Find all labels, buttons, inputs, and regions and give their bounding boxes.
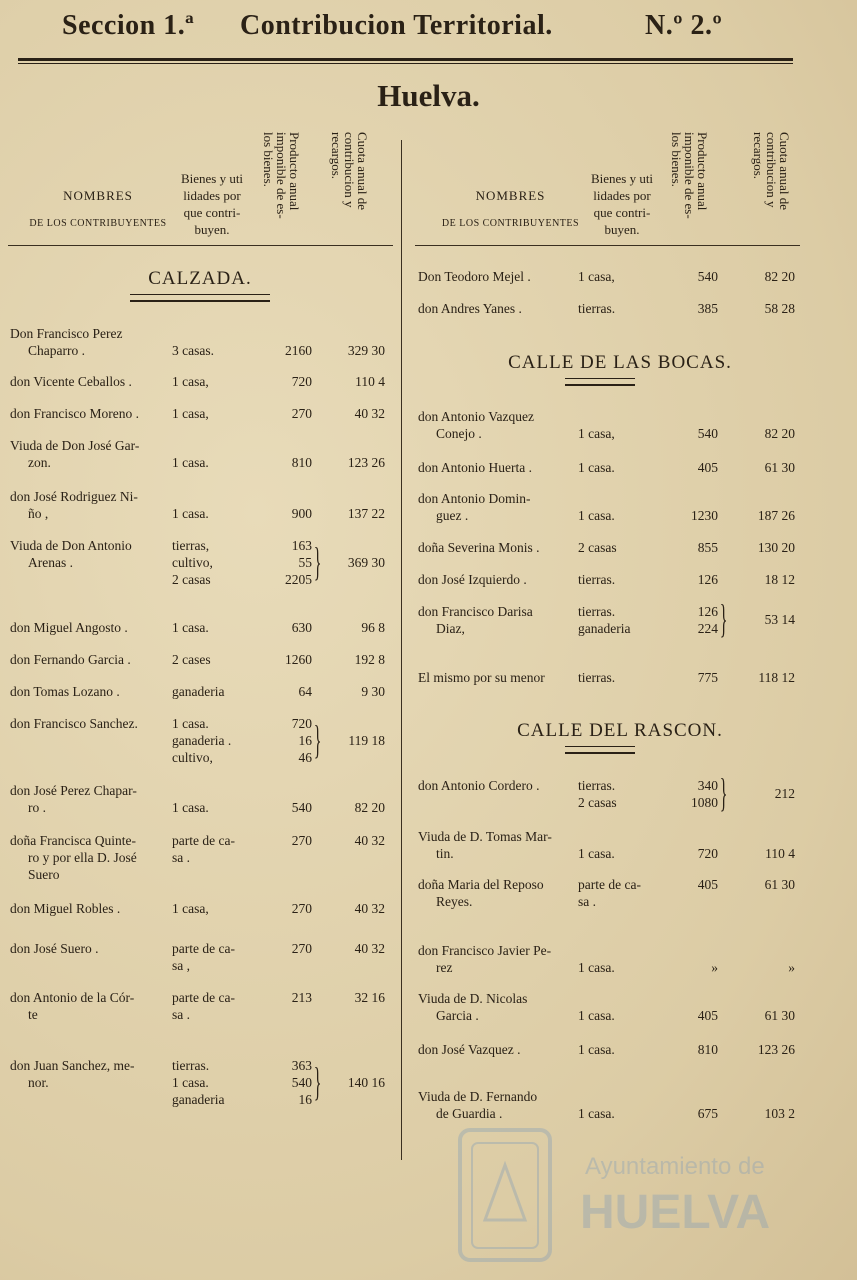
cuota-cell: 140 16 (347, 1075, 385, 1090)
bienes-cell: 2 casas (172, 572, 211, 587)
brace-icon: } (719, 596, 728, 641)
contributor-name: Viuda de D. Nicolas (418, 991, 528, 1006)
cuota-cell: 212 (774, 786, 795, 801)
producto-cell: 630 (291, 620, 312, 635)
cuota-cell: 18 12 (764, 572, 795, 587)
contributor-name: Viuda de D. Tomas Mar- (418, 829, 552, 844)
contributor-name: don Francisco Moreno . (10, 406, 139, 421)
bienes-header: Bienes y uti lidades por que contri- buyen. (590, 171, 654, 237)
producto-cell: 1230 (691, 508, 718, 523)
cuota-cell: 82 20 (764, 426, 795, 441)
street-bocas: CALLE DE LAS BOCAS. (508, 352, 732, 373)
bienes-cell: 1 casa, (578, 426, 615, 441)
bienes-cell: tierras, (172, 538, 210, 553)
producto-cell: 540 (697, 269, 718, 284)
street-rascon: CALLE DEL RASCON. (517, 720, 723, 741)
producto-cell: 720 (291, 374, 312, 389)
bienes-cell: 1 casa. (172, 716, 209, 731)
street-ornament (130, 294, 270, 302)
producto-cell: 775 (697, 670, 718, 685)
contributor-name: doña Maria del Reposo (418, 877, 544, 892)
cuota-cell: 40 32 (354, 406, 385, 421)
contributor-name: Garcia . (436, 1008, 479, 1023)
producto-cell: 163 (291, 538, 312, 553)
producto-header: Producto anual imponible de es- los bienes. (261, 132, 302, 219)
cuota-cell: 82 20 (764, 269, 795, 284)
bienes-cell: tierras. (578, 778, 616, 793)
street-ornament (565, 378, 635, 386)
contributor-name: doña Severina Monis . (418, 540, 540, 555)
bienes-cell: sa . (172, 1007, 190, 1022)
contribuyentes-label: DE LOS CONTRIBUYENTES (441, 218, 580, 229)
contribuyentes-label: DE LOS CONTRIBUYENTES (29, 218, 167, 229)
bienes-cell: 1 casa. (172, 506, 209, 521)
producto-cell: 405 (697, 877, 718, 892)
contributor-name: Viuda de Don Antonio (10, 538, 132, 553)
producto-cell: » (711, 960, 718, 975)
contributor-name: don Vicente Ceballos . (10, 374, 132, 389)
bienes-cell: 1 casa. (578, 508, 615, 523)
contributor-name: doña Francisca Quinte- (10, 833, 136, 848)
header-rule-thin (18, 63, 793, 64)
bienes-cell: ganaderia . (172, 733, 232, 748)
bienes-cell: parte de ca- (578, 877, 641, 892)
producto-cell: 270 (291, 406, 312, 421)
bienes-cell: 2 casas (578, 795, 617, 810)
cuota-cell: 61 30 (764, 460, 795, 475)
contributor-name: don Antonio Cordero . (418, 778, 540, 793)
contributor-name: rez (436, 960, 453, 975)
bienes-cell: 1 casa. (578, 960, 615, 975)
column-divider (401, 140, 402, 1160)
contributor-name: ro y por ella D. José (28, 850, 137, 865)
producto-cell: 385 (697, 301, 718, 316)
contributor-name: Viuda de Don José Gar- (10, 438, 140, 453)
cuota-cell: 118 12 (758, 670, 795, 685)
nombres-label: NOMBRES (475, 188, 546, 203)
cuota-cell: 32 16 (354, 990, 385, 1005)
bienes-cell: 1 casa. (172, 455, 209, 470)
bienes-cell: 3 casas. (172, 343, 214, 358)
producto-cell: 363 (291, 1058, 312, 1073)
watermark-line1: Ayuntamiento de (585, 1153, 765, 1180)
contributor-name: don Juan Sanchez, me- (10, 1058, 135, 1073)
bienes-cell: sa . (172, 850, 190, 865)
brace-icon: } (313, 1058, 322, 1104)
contributor-name: ño , (28, 506, 49, 521)
bienes-cell: 2 casas (578, 540, 617, 555)
header-underline (415, 245, 800, 246)
bienes-cell: tierras. (578, 301, 616, 316)
producto-cell: 2160 (285, 343, 312, 358)
cuota-cell: 96 8 (361, 620, 385, 635)
producto-cell: 810 (697, 1042, 718, 1057)
producto-cell: 720 (291, 716, 312, 731)
header-underline (8, 245, 393, 246)
bienes-cell: ganaderia (172, 1092, 225, 1107)
page-header (0, 0, 857, 60)
contributor-name: Viuda de D. Fernando (418, 1089, 538, 1104)
bienes-cell: tierras. (578, 604, 616, 619)
contributor-name: Conejo . (436, 426, 482, 441)
producto-cell: 405 (697, 1008, 718, 1023)
producto-cell: 270 (291, 833, 312, 848)
contributor-name: don Francisco Darisa (418, 604, 533, 619)
contributor-name: don Miguel Robles . (10, 901, 121, 916)
contributor-name: don Antonio Domin- (418, 491, 531, 506)
bienes-cell: parte de ca- (172, 833, 235, 848)
bienes-cell: sa . (578, 894, 596, 909)
bienes-cell: 1 casa, (172, 901, 209, 916)
bienes-cell: 1 casa. (578, 846, 615, 861)
cuota-cell: 192 8 (354, 652, 385, 667)
section-label: Seccion 1.ª (62, 10, 195, 41)
contributor-name: Don Francisco Perez (10, 326, 123, 341)
cuota-cell: 82 20 (354, 800, 385, 815)
cuota-cell: » (788, 960, 795, 975)
cuota-cell: 9 30 (361, 684, 385, 699)
bienes-cell: cultivo, (172, 750, 213, 765)
contributor-name: don Antonio Vazquez (418, 409, 534, 424)
street-calzada: CALZADA. (148, 268, 252, 289)
producto-cell: 224 (697, 621, 718, 636)
producto-cell: 126 (697, 572, 718, 587)
producto-cell: 46 (298, 750, 312, 765)
contributor-name: de Guardia . (436, 1106, 503, 1121)
cuota-cell: 40 32 (354, 833, 385, 848)
bienes-cell: ganaderia (172, 684, 225, 699)
producto-cell: 16 (298, 1092, 312, 1107)
contributor-name: don José Vazquez . (418, 1042, 521, 1057)
producto-cell: 675 (697, 1106, 718, 1121)
bienes-cell: 1 casa. (172, 1075, 209, 1090)
contributor-name: don Fernando Garcia . (10, 652, 131, 667)
contributor-name: don Francisco Sanchez. (10, 716, 138, 731)
producto-cell: 540 (697, 426, 718, 441)
producto-cell: 16 (298, 733, 312, 748)
cuota-header: Cuota anual de contribucion y recargos. (751, 132, 792, 210)
contributor-name: don Francisco Javier Pe- (418, 943, 552, 958)
contributor-name: zon. (28, 455, 51, 470)
contributor-name: Suero (28, 867, 60, 882)
cuota-cell: 329 30 (347, 343, 385, 358)
contributor-name: tin. (436, 846, 454, 861)
brace-icon: } (313, 538, 322, 584)
cuota-cell: 61 30 (764, 1008, 795, 1023)
cuota-cell: 103 2 (764, 1106, 795, 1121)
cuota-cell: 369 30 (347, 555, 385, 570)
bienes-cell: 1 casa. (172, 800, 209, 815)
bienes-cell: 1 casa. (578, 1042, 615, 1057)
bienes-cell: tierras. (172, 1058, 210, 1073)
bienes-cell: 1 casa, (172, 374, 209, 389)
contributor-name: Chaparro . (28, 343, 85, 358)
cuota-cell: 123 26 (757, 1042, 795, 1057)
bienes-cell: parte de ca- (172, 990, 235, 1005)
contributor-name: don José Izquierdo . (418, 572, 527, 587)
watermark (440, 1125, 770, 1275)
contributor-name: don Tomas Lozano . (10, 684, 120, 699)
cuota-cell: 110 4 (355, 374, 385, 389)
contributor-name: nor. (28, 1075, 49, 1090)
contributor-name: don José Suero . (10, 941, 99, 956)
watermark-line2: HUELVA (580, 1186, 771, 1239)
producto-cell: 2205 (285, 572, 312, 587)
producto-cell: 270 (291, 901, 312, 916)
contributor-name: El mismo por su menor (418, 670, 545, 685)
bienes-cell: 1 casa. (578, 460, 615, 475)
producto-cell: 810 (291, 455, 312, 470)
document-title: Contribucion Territorial. (240, 10, 553, 41)
bienes-cell: ganaderia (578, 621, 631, 636)
contributor-name: ro . (28, 800, 46, 815)
producto-cell: 900 (291, 506, 312, 521)
contributor-name: don Miguel Angosto . (10, 620, 128, 635)
bienes-header: Bienes y uti lidades por que contri- buyen. (180, 171, 244, 237)
contributor-name: Arenas . (28, 555, 73, 570)
producto-cell: 213 (291, 990, 312, 1005)
cuota-cell: 187 26 (757, 508, 795, 523)
producto-header: Producto anual imponible de es- los bienes. (669, 132, 710, 219)
producto-cell: 126 (697, 604, 718, 619)
producto-cell: 270 (291, 941, 312, 956)
cuota-cell: 53 14 (764, 612, 795, 627)
bienes-cell: 1 casa. (578, 1008, 615, 1023)
street-ornament (565, 746, 635, 754)
cuota-cell: 61 30 (764, 877, 795, 892)
contributor-name: don Antonio de la Cór- (10, 990, 135, 1005)
producto-cell: 855 (697, 540, 718, 555)
cuota-cell: 40 32 (354, 901, 385, 916)
producto-cell: 405 (697, 460, 718, 475)
cuota-cell: 119 18 (348, 733, 385, 748)
producto-cell: 1080 (691, 795, 718, 810)
producto-cell: 55 (298, 555, 312, 570)
cuota-cell: 110 4 (765, 846, 795, 861)
contributor-name: Diaz, (436, 621, 465, 636)
producto-cell: 64 (298, 684, 312, 699)
contributor-name: Reyes. (436, 894, 473, 909)
contributor-name: don José Rodriguez Ni- (10, 489, 138, 504)
producto-cell: 1260 (285, 652, 312, 667)
cuota-cell: 123 26 (347, 455, 385, 470)
brace-icon: } (719, 770, 728, 815)
nombres-label: NOMBRES (63, 188, 133, 203)
cuota-cell: 130 20 (757, 540, 795, 555)
bienes-cell: sa , (172, 958, 190, 973)
contributor-name: don José Perez Chapar- (10, 783, 137, 798)
bienes-cell: cultivo, (172, 555, 213, 570)
header-rule (18, 58, 793, 61)
place-title: Huelva. (377, 78, 480, 113)
cuota-header: Cuota anual de contribucion y recargos. (329, 132, 370, 210)
bienes-cell: 1 casa, (578, 269, 615, 284)
bienes-cell: tierras. (578, 572, 616, 587)
producto-cell: 720 (697, 846, 718, 861)
bienes-cell: tierras. (578, 670, 616, 685)
contributor-name: don Andres Yanes . (418, 301, 522, 316)
cuota-cell: 40 32 (354, 941, 385, 956)
document-number: N.º 2.º (645, 10, 723, 41)
cuota-cell: 58 28 (764, 301, 795, 316)
bienes-cell: 2 cases (172, 652, 211, 667)
producto-cell: 540 (291, 800, 312, 815)
bienes-cell: parte de ca- (172, 941, 235, 956)
brace-icon: } (313, 716, 322, 762)
contributor-name: don Antonio Huerta . (418, 460, 532, 475)
contributor-name: te (28, 1007, 38, 1022)
producto-cell: 540 (291, 1075, 312, 1090)
producto-cell: 340 (697, 778, 718, 793)
cuota-cell: 137 22 (347, 506, 385, 521)
contributor-name: Don Teodoro Mejel . (418, 269, 531, 284)
bienes-cell: 1 casa. (578, 1106, 615, 1121)
contributor-name: guez . (436, 508, 469, 523)
bienes-cell: 1 casa, (172, 406, 209, 421)
bienes-cell: 1 casa. (172, 620, 209, 635)
